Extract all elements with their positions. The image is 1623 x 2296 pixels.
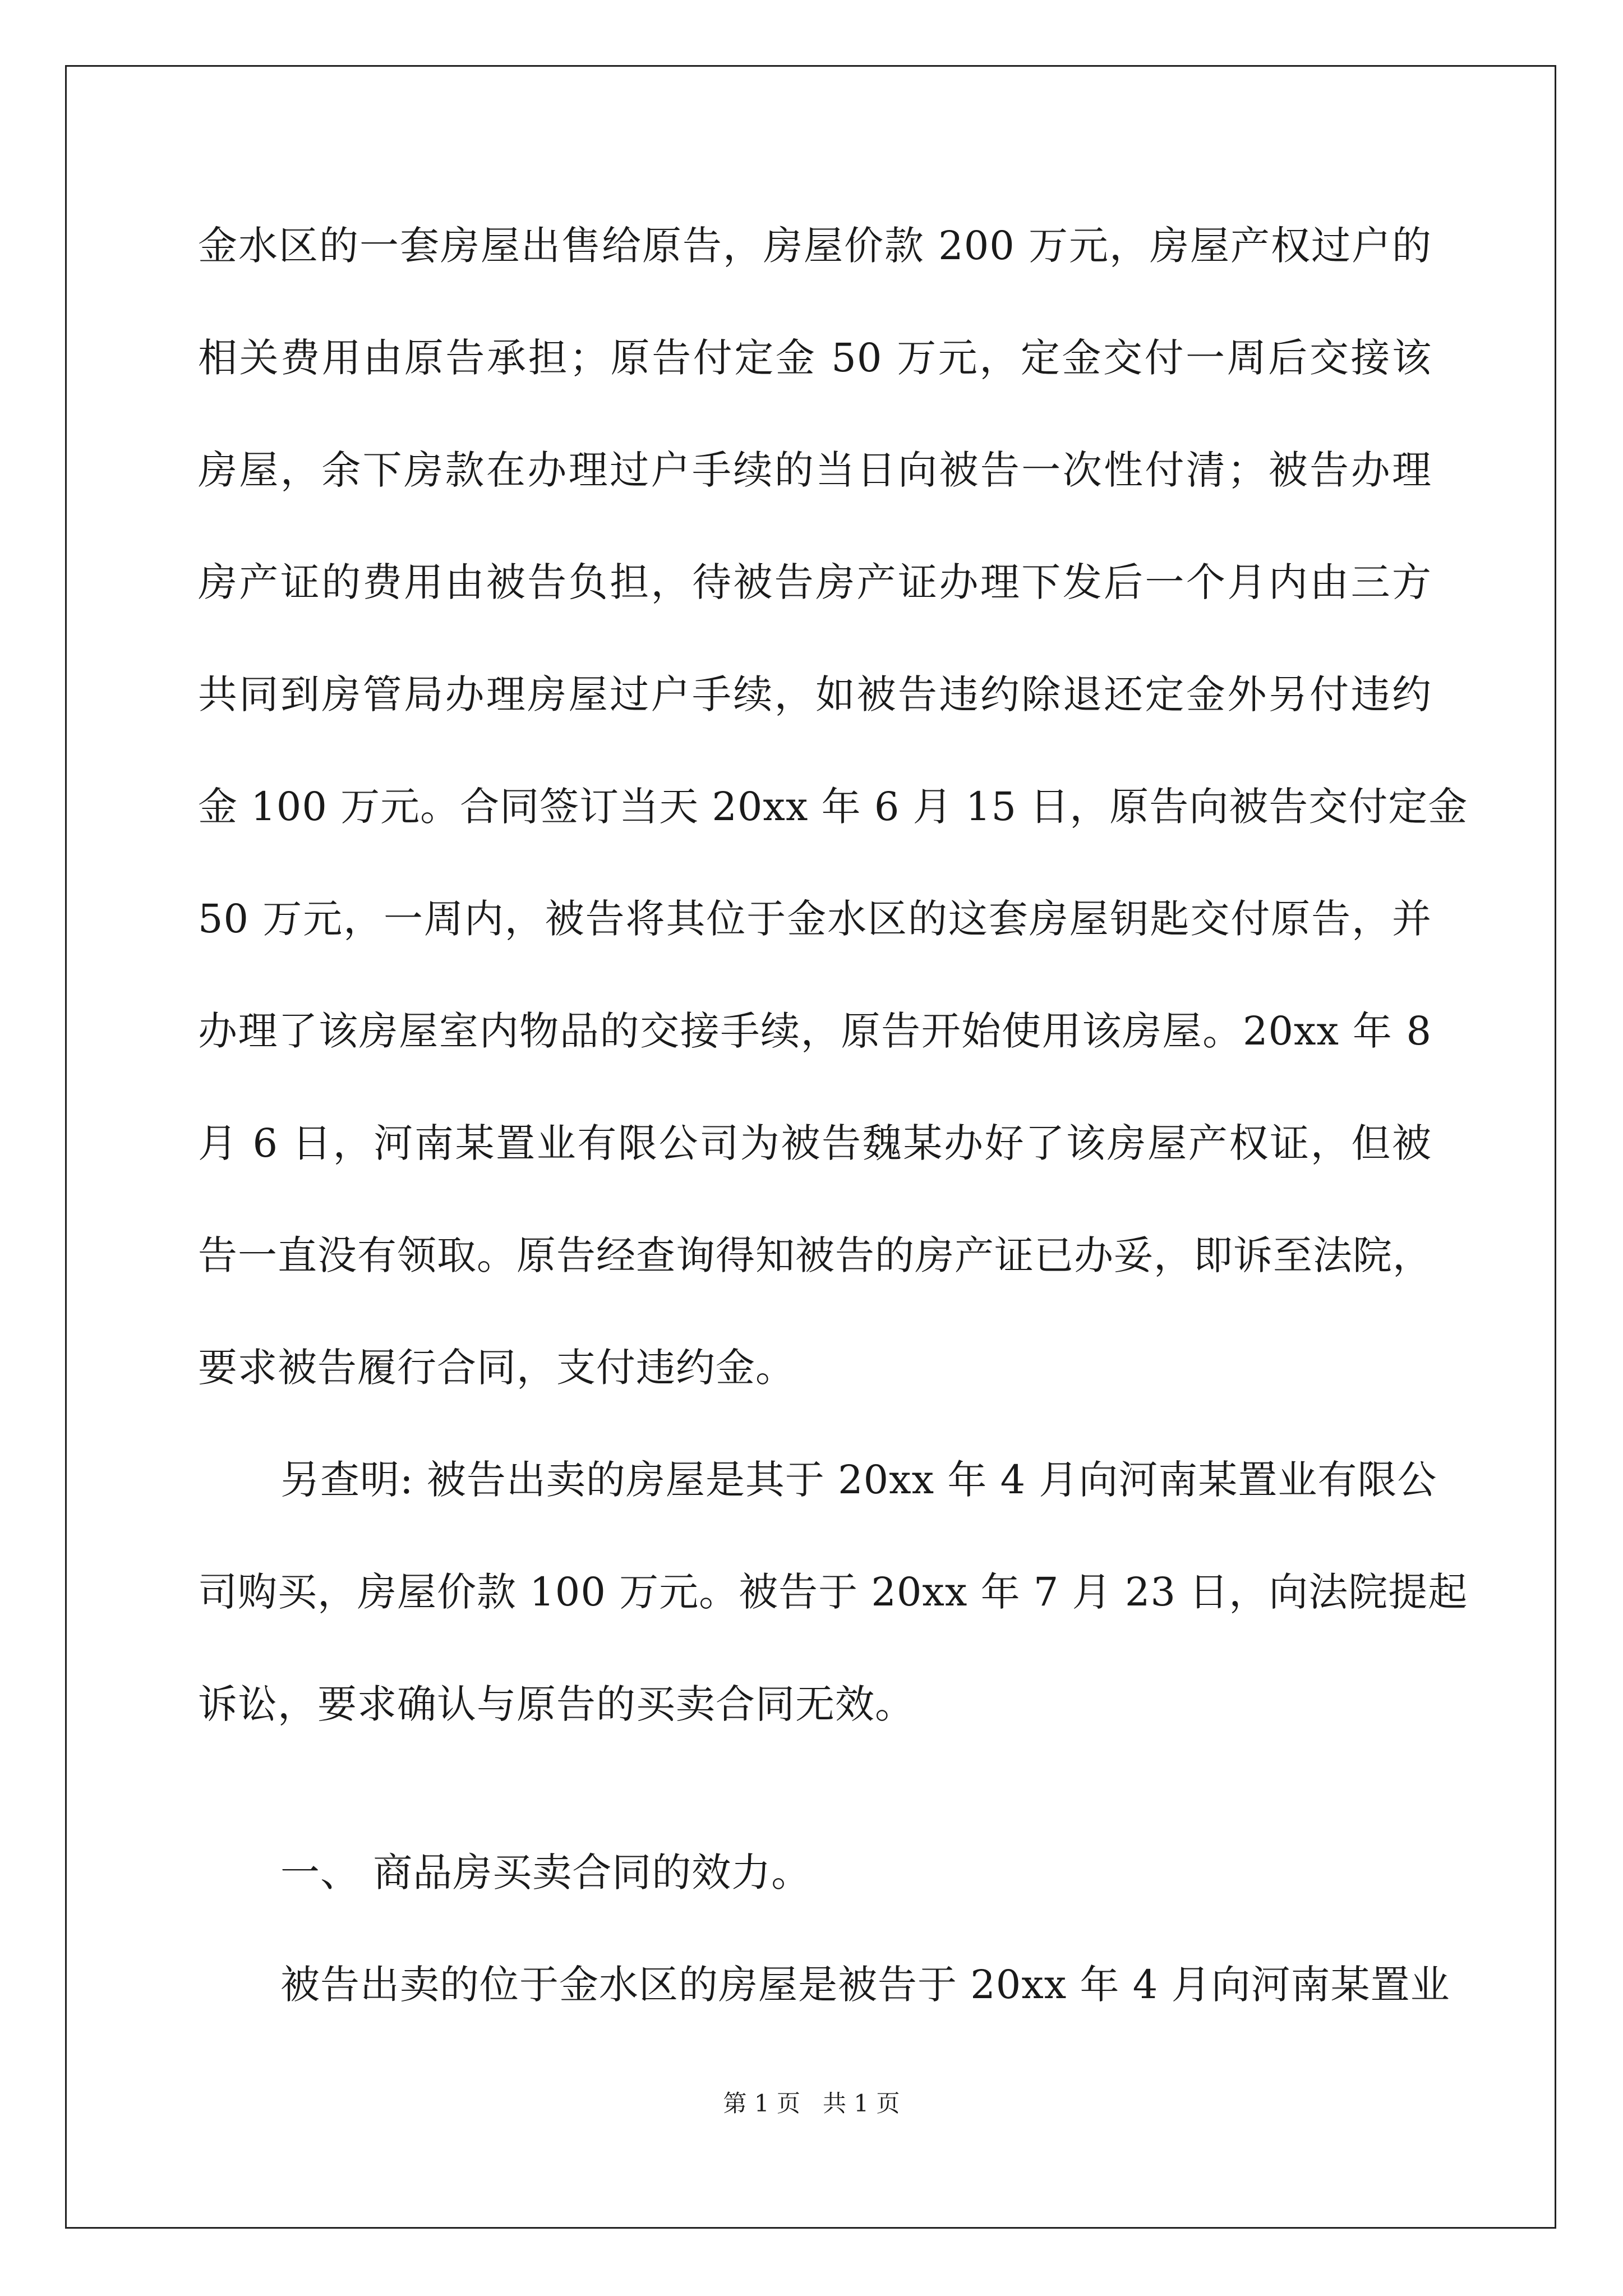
page-footer: 第 1 页 共 1 页 bbox=[723, 2090, 900, 2117]
paragraph-1-line-9: 月 6 日，河南某置业有限公司为被告魏某办好了该房屋产权证，但被 bbox=[198, 1120, 1432, 1166]
paragraph-1-line-4: 房产证的费用由被告负担，待被告房产证办理下发后一个月内由三方 bbox=[198, 559, 1432, 605]
paragraph-1-line-2: 相关费用由原告承担；原告付定金 50 万元，定金交付一周后交接该 bbox=[198, 335, 1432, 381]
paragraph-1-line-8: 办理了该房屋室内物品的交接手续，原告开始使用该房屋。20xx 年 8 bbox=[198, 1008, 1432, 1054]
section-heading: 一、 商品房买卖合同的效力。 bbox=[280, 1849, 811, 1895]
paragraph-2-line-2: 司购买，房屋价款 100 万元。被告于 20xx 年 7 月 23 日，向法院提起 bbox=[198, 1569, 1468, 1615]
paragraph-2-line-3: 诉讼，要求确认与原告的买卖合同无效。 bbox=[198, 1681, 915, 1727]
paragraph-1-line-1: 金水区的一套房屋出售给原告，房屋价款 200 万元，房屋产权过户的 bbox=[198, 223, 1432, 269]
paragraph-3-line-1: 被告出卖的位于金水区的房屋是被告于 20xx 年 4 月向河南某置业 bbox=[280, 1962, 1450, 2008]
paragraph-1-line-10: 告一直没有领取。原告经查询得知被告的房产证已办妥，即诉至法院， bbox=[198, 1232, 1432, 1278]
paragraph-1-line-3: 房屋，余下房款在办理过户手续的当日向被告一次性付清；被告办理 bbox=[198, 447, 1432, 493]
paragraph-1-line-7: 50 万元，一周内，被告将其位于金水区的这套房屋钥匙交付原告，并 bbox=[198, 896, 1432, 942]
paragraph-1-line-5: 共同到房管局办理房屋过户手续，如被告违约除退还定金外另付违约 bbox=[198, 671, 1432, 717]
paragraph-1-line-11: 要求被告履行合同，支付违约金。 bbox=[198, 1345, 795, 1391]
paragraph-2-line-1: 另查明: 被告出卖的房屋是其于 20xx 年 4 月向河南某置业有限公 bbox=[280, 1457, 1437, 1503]
paragraph-1-line-6: 金 100 万元。合同签订当天 20xx 年 6 月 15 日，原告向被告交付定金 bbox=[198, 784, 1468, 830]
